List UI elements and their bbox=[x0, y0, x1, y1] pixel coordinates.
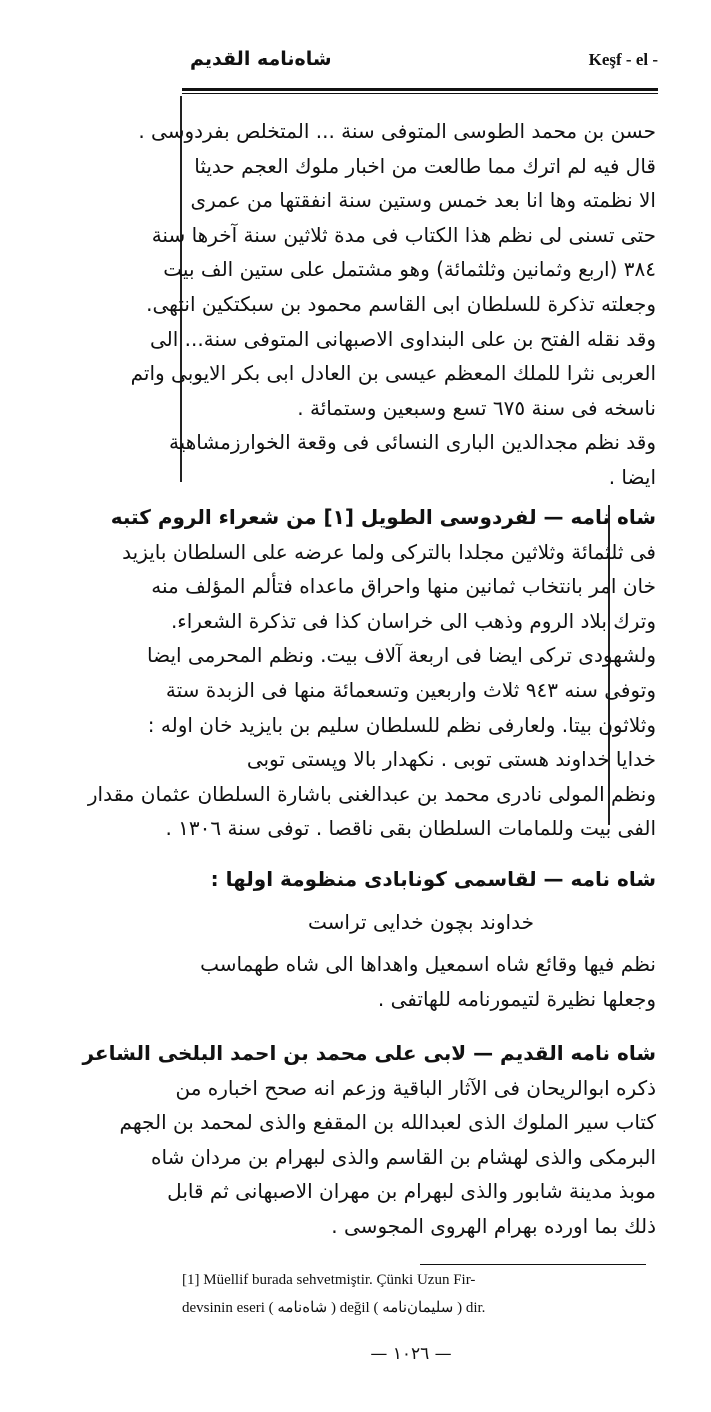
text-line: ذكره ابوالريحان فى الآثار الباقية وزعم انه صحح اخباره من bbox=[175, 1075, 656, 1100]
text-line: موبذ مدينة شابور والذى لبهرام بن مهران الاصبهانى ثم قابل bbox=[167, 1179, 656, 1204]
text-line: ونظم المولى نادرى محمد بن عبدالغنى باشارة السلطان عثمان مقدار bbox=[87, 781, 656, 806]
entry-heading-line: شاه نامه — لفردوسى الطويل [١] من شعراء الروم كتبه bbox=[110, 505, 656, 529]
text-line: الا نظمته وها انا بعد خمس وستين سنة انفقتها من عمرى bbox=[190, 188, 656, 213]
verse-line: خداوند بچون خدايى تراست bbox=[308, 909, 534, 934]
text-line: ناسخه فى سنة ٦٧٥ تسع وسبعين وستمائة . bbox=[297, 395, 656, 420]
text-line: وجعلها نظيرة لتيمورنامه للهاتفى . bbox=[377, 986, 656, 1011]
text-line: الفى بيت وللمامات السلطان بقى ناقصا . توفى سنة ١٣٠٦ . bbox=[165, 816, 656, 841]
entry-shahname-tawil bbox=[87, 500, 656, 846]
entry-qadim bbox=[82, 1036, 656, 1244]
text-line: خان امر بانتخاب ثمانين منها واحراق ماعداه فتألم المؤلف منه bbox=[151, 574, 656, 599]
text-line: العربى نثرا للملك المعظم عيسى بن العادل ابى بكر الايوبى واتم bbox=[130, 361, 656, 386]
entry-qasimi bbox=[186, 862, 656, 1016]
footnote-rule bbox=[420, 1264, 646, 1265]
entry-heading-line: شاه نامه القديم — لابى على محمد بن احمد البلخى الشاعر bbox=[82, 1041, 656, 1065]
text-line: فى ثلثمائة وثلاثين مجلدا بالتركى ولما عرضه على السلطان بايزيد bbox=[122, 539, 656, 564]
text-line: ٣٨٤ (اربع وثمانين وثلثمائة) وهو مشتمل على ستين الف بيت bbox=[163, 257, 656, 282]
text-line: كتاب سير الملوك الذى لعبدالله بن المقفع والذى لمحمد بن الجهم bbox=[119, 1110, 656, 1135]
text-line: وتوفى سنه ٩٤٣ ثلاث واربعين وتسعمائة منها فى الزبدة ستة bbox=[165, 677, 656, 702]
page-number: — ١٠٢٦ — bbox=[370, 1344, 452, 1364]
header-rule-thin bbox=[182, 93, 658, 94]
text-line: ولشهودى تركى ايضا فى اربعة آلاف بيت. ونظم المحرمى ايضا bbox=[147, 643, 656, 668]
text-line: حتى تسنى لى نظم هذا الكتاب فى مدة ثلاثين سنة آخرها سنة bbox=[151, 222, 656, 247]
text-line: وقد نقله الفتح بن على البنداوى الاصبهانى المتوفى سنة... الى bbox=[149, 326, 656, 351]
footnote-line: devsinin eseri ( شاه‌نامه ) değil ( سليمان‌نامه ) dir. bbox=[182, 1300, 486, 1316]
footnote-line: [1] Müellif burada sehvetmiştir. Çünki Uzun Fir- bbox=[182, 1272, 476, 1288]
text-line: البرمكى والذى لهشام بن القاسم والذى لبهرام بن مردان شاه bbox=[151, 1144, 656, 1169]
text-line: وقد نظم مجدالدين البارى النسائى فى وقعة الخوارزمشاهية bbox=[168, 430, 656, 455]
text-line: قال فيه لم اترك مما طالعت من اخبار ملوك العجم حديثا bbox=[194, 153, 656, 178]
header-title-arabic: شاه‌نامه القديم bbox=[190, 48, 332, 70]
text-line: ذلك بما اورده بهرام الهروى المجوسى . bbox=[331, 1213, 656, 1238]
header-rule-thick bbox=[182, 88, 658, 91]
footnote bbox=[182, 1266, 650, 1322]
text-line: نظم فيها وقائع شاه اسمعيل واهداها الى شاه طهماسب bbox=[200, 952, 656, 977]
text-line: وجعلته تذكرة للسلطان ابى القاسم محمود بن سبكتكين انتهى. bbox=[146, 291, 656, 316]
running-header bbox=[178, 46, 658, 76]
verse-line: خدايا خداوند هستى توبى . نكهدار بالا وپستى توبى bbox=[246, 747, 656, 772]
text-line: وثلاثون بيتا. ولعارفى نظم للسلطان سليم بن بايزيد خان اوله : bbox=[147, 712, 656, 737]
text-line: حسن بن محمد الطوسى المتوفى سنة ... المتخلص بفردوسى . bbox=[138, 119, 656, 143]
entry-heading-line: شاه نامه — لقاسمى كونابادى منظومة اولها : bbox=[210, 867, 656, 891]
header-title-latin: Keşf - el - bbox=[588, 50, 658, 69]
text-line: ايضا . bbox=[608, 464, 656, 489]
entry-ferdowsi bbox=[130, 114, 656, 495]
text-line: وترك بلاد الروم وذهب الى خراسان كذا فى تذكرة الشعراء. bbox=[170, 608, 656, 633]
